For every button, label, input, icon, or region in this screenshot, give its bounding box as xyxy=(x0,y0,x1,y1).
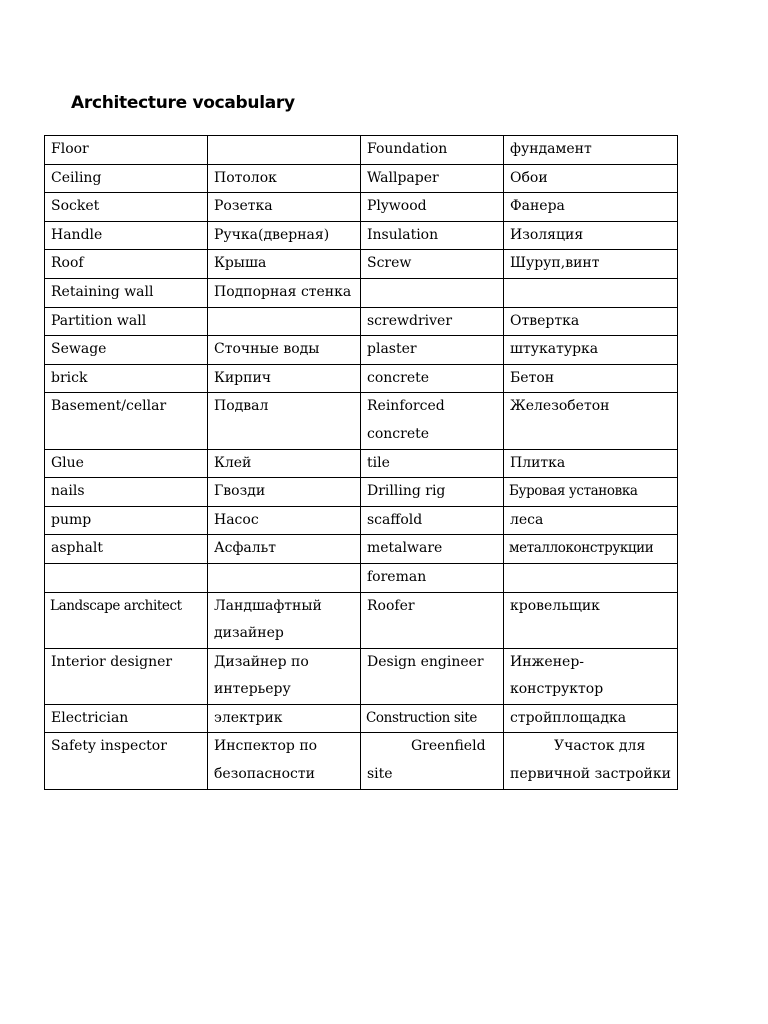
table-cell: Шуруп,винт xyxy=(504,250,678,279)
table-cell: foreman xyxy=(361,563,504,592)
table-cell: concrete xyxy=(361,364,504,393)
document-title: Architecture vocabulary xyxy=(71,93,295,113)
table-cell: кровельщик xyxy=(504,592,678,648)
table-cell: Greenfield site xyxy=(361,733,504,789)
table-cell: Glue xyxy=(45,449,208,478)
table-cell: электрик xyxy=(208,704,361,733)
table-cell: Подпорная стенка xyxy=(208,278,361,307)
table-cell: Буровая установка xyxy=(504,478,678,507)
table-cell: стройплощадка xyxy=(504,704,678,733)
table-cell: Sewage xyxy=(45,336,208,365)
table-row xyxy=(45,535,678,564)
table-cell: Landscape architect xyxy=(45,592,208,648)
table-cell: Гвозди xyxy=(208,478,361,507)
table-cell: Screw xyxy=(361,250,504,279)
table-cell: Асфальт xyxy=(208,535,361,564)
table-row xyxy=(45,336,678,365)
table-cell: фундамент xyxy=(504,136,678,165)
table-cell: Железобетон xyxy=(504,393,678,449)
table-cell: Участок для первичной застройки xyxy=(504,733,678,789)
table-cell: Бетон xyxy=(504,364,678,393)
table-row xyxy=(45,278,678,307)
table-cell xyxy=(504,278,678,307)
table-row xyxy=(45,307,678,336)
table-cell xyxy=(208,307,361,336)
table-cell: Розетка xyxy=(208,193,361,222)
table-cell: Кирпич xyxy=(208,364,361,393)
table-cell: Handle xyxy=(45,221,208,250)
table-row xyxy=(45,648,678,704)
vocabulary-table-body xyxy=(45,136,678,790)
table-cell: nails xyxy=(45,478,208,507)
table-cell: Ручка(дверная) xyxy=(208,221,361,250)
table-row xyxy=(45,506,678,535)
table-cell: metalware xyxy=(361,535,504,564)
table-cell: Насос xyxy=(208,506,361,535)
table-cell: Подвал xyxy=(208,393,361,449)
table-cell: Клей xyxy=(208,449,361,478)
table-cell: pump xyxy=(45,506,208,535)
table-row xyxy=(45,250,678,279)
table-cell: металлоконструкции xyxy=(504,535,678,564)
table-cell xyxy=(361,278,504,307)
table-row xyxy=(45,136,678,165)
table-cell: Partition wall xyxy=(45,307,208,336)
table-cell xyxy=(504,563,678,592)
table-cell: plaster xyxy=(361,336,504,365)
table-row xyxy=(45,364,678,393)
table-cell: Design engineer xyxy=(361,648,504,704)
table-cell: Reinforced concrete xyxy=(361,393,504,449)
table-cell: Plywood xyxy=(361,193,504,222)
table-cell: Insulation xyxy=(361,221,504,250)
table-cell xyxy=(208,563,361,592)
table-cell: Инспектор по безопасности xyxy=(208,733,361,789)
table-cell: tile xyxy=(361,449,504,478)
table-cell: Фанера xyxy=(504,193,678,222)
table-row xyxy=(45,449,678,478)
table-row xyxy=(45,592,678,648)
table-cell: Дизайнер по интерьеру xyxy=(208,648,361,704)
vocabulary-table xyxy=(44,135,678,790)
table-cell: Сточные воды xyxy=(208,336,361,365)
table-cell: Foundation xyxy=(361,136,504,165)
table-cell: Обои xyxy=(504,164,678,193)
table-cell: леса xyxy=(504,506,678,535)
table-row xyxy=(45,221,678,250)
table-cell: Изоляция xyxy=(504,221,678,250)
table-cell: Wallpaper xyxy=(361,164,504,193)
table-row xyxy=(45,164,678,193)
table-row xyxy=(45,193,678,222)
table-cell: asphalt xyxy=(45,535,208,564)
table-cell: Socket xyxy=(45,193,208,222)
table-cell: штукатурка xyxy=(504,336,678,365)
table-cell: brick xyxy=(45,364,208,393)
table-cell: Потолок xyxy=(208,164,361,193)
table-cell xyxy=(208,136,361,165)
table-row xyxy=(45,393,678,449)
table-cell: Retaining wall xyxy=(45,278,208,307)
table-cell: Отвертка xyxy=(504,307,678,336)
table-row xyxy=(45,478,678,507)
table-cell: Interior designer xyxy=(45,648,208,704)
table-cell: Construction site xyxy=(361,704,504,733)
table-row xyxy=(45,563,678,592)
table-cell xyxy=(45,563,208,592)
table-row xyxy=(45,733,678,789)
table-cell: Инженер-конструктор xyxy=(504,648,678,704)
table-cell: Крыша xyxy=(208,250,361,279)
table-cell: Roof xyxy=(45,250,208,279)
table-cell: Safety inspector xyxy=(45,733,208,789)
table-cell: Floor xyxy=(45,136,208,165)
table-cell: Electrician xyxy=(45,704,208,733)
table-row xyxy=(45,704,678,733)
table-cell: screwdriver xyxy=(361,307,504,336)
table-cell: Ceiling xyxy=(45,164,208,193)
table-cell: Basement/cellar xyxy=(45,393,208,449)
table-cell: scaffold xyxy=(361,506,504,535)
table-cell: Плитка xyxy=(504,449,678,478)
table-cell: Roofer xyxy=(361,592,504,648)
table-cell: Drilling rig xyxy=(361,478,504,507)
table-cell: Ландшафтный дизайнер xyxy=(208,592,361,648)
